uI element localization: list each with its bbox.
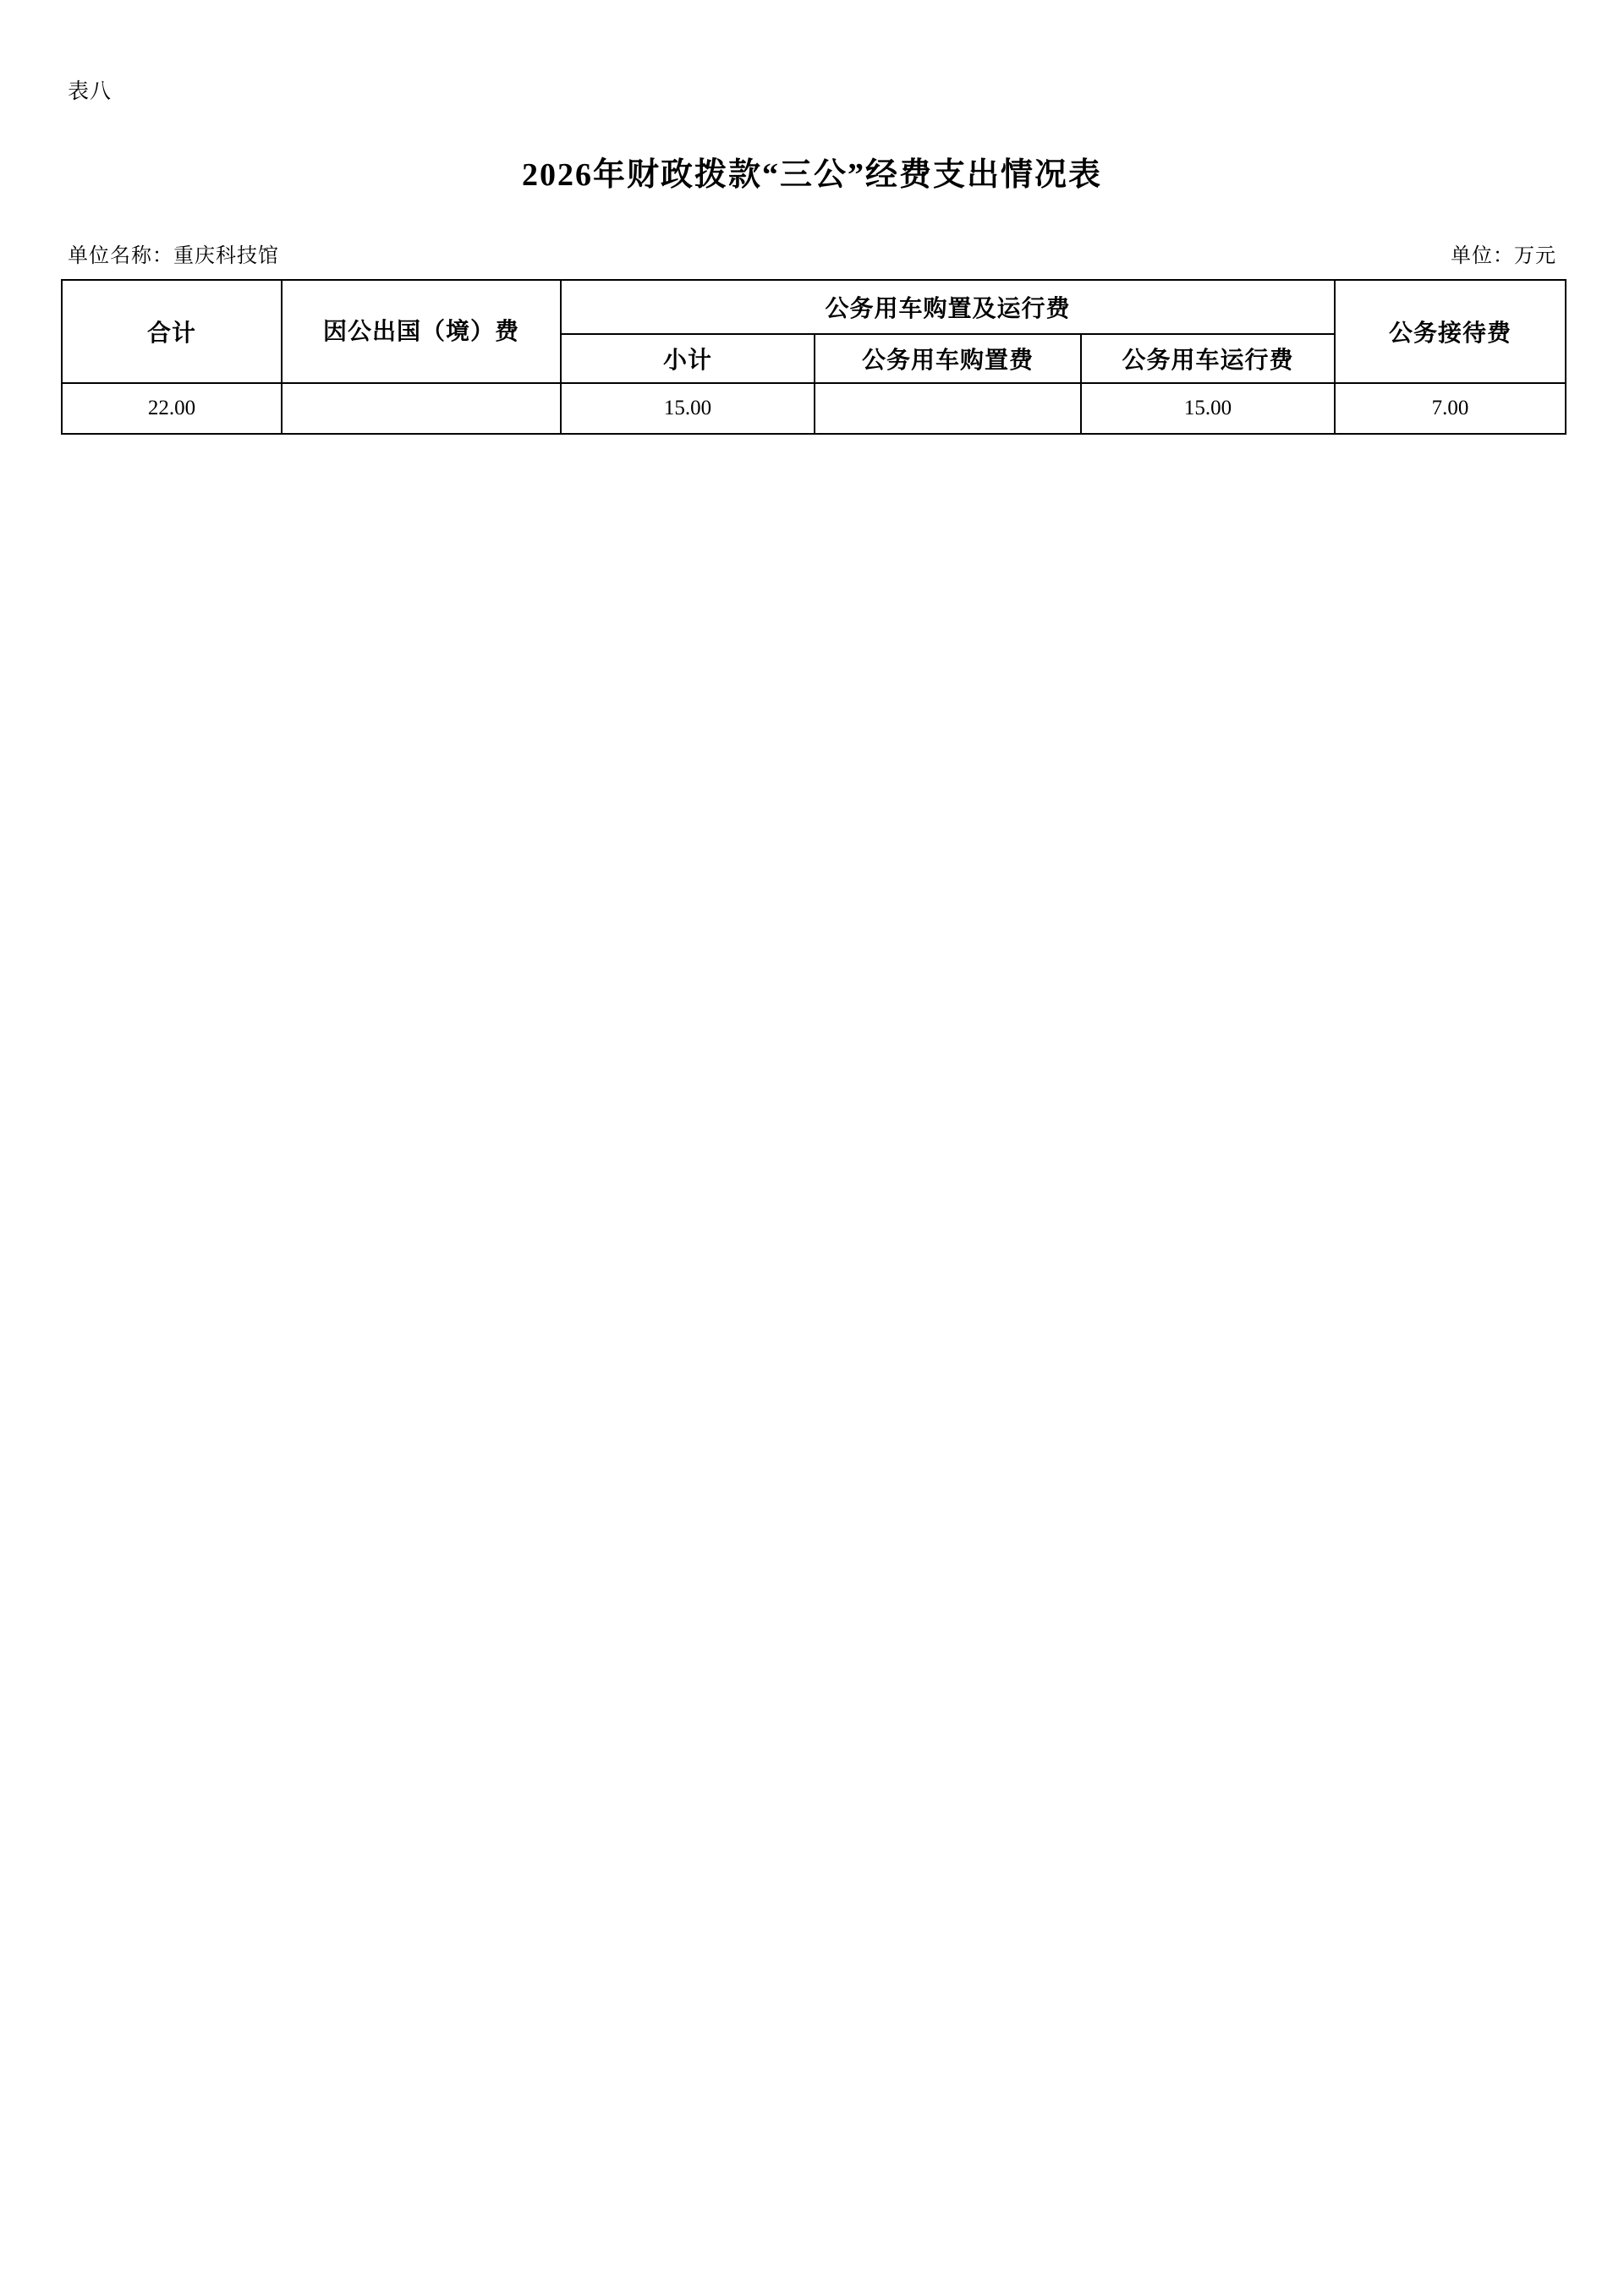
unit-name-label: 单位名称：重庆科技馆 [68, 245, 279, 267]
table-header-row-top [62, 280, 1566, 334]
cell-hospitality: 7.00 [1335, 383, 1566, 434]
cell-vehicle-subtotal: 15.00 [561, 383, 815, 434]
header-vehicle-purchase: 公务用车购置费 [815, 334, 1081, 383]
three-public-expenses-table [61, 279, 1566, 435]
table-row [62, 383, 1566, 434]
amount-unit-label: 单位：万元 [1451, 245, 1556, 267]
cell-total: 22.00 [62, 383, 282, 434]
header-vehicle-operation: 公务用车运行费 [1081, 334, 1335, 383]
header-vehicle-subtotal: 小计 [561, 334, 815, 383]
meta-row [68, 238, 1556, 267]
header-abroad-text: 因公出国（境）费 [322, 318, 519, 345]
cell-vehicle-purchase [815, 383, 1081, 434]
header-abroad [282, 280, 561, 383]
header-hospitality: 公务接待费 [1335, 280, 1566, 383]
header-vehicle-group: 公务用车购置及运行费 [561, 280, 1335, 334]
page-title: 2026年财政拨款“三公”经费支出情况表 [521, 157, 1102, 193]
sheet-label: 表八 [68, 80, 112, 103]
header-total: 合计 [62, 280, 282, 383]
cell-vehicle-operation: 15.00 [1081, 383, 1335, 434]
cell-abroad [282, 383, 561, 434]
